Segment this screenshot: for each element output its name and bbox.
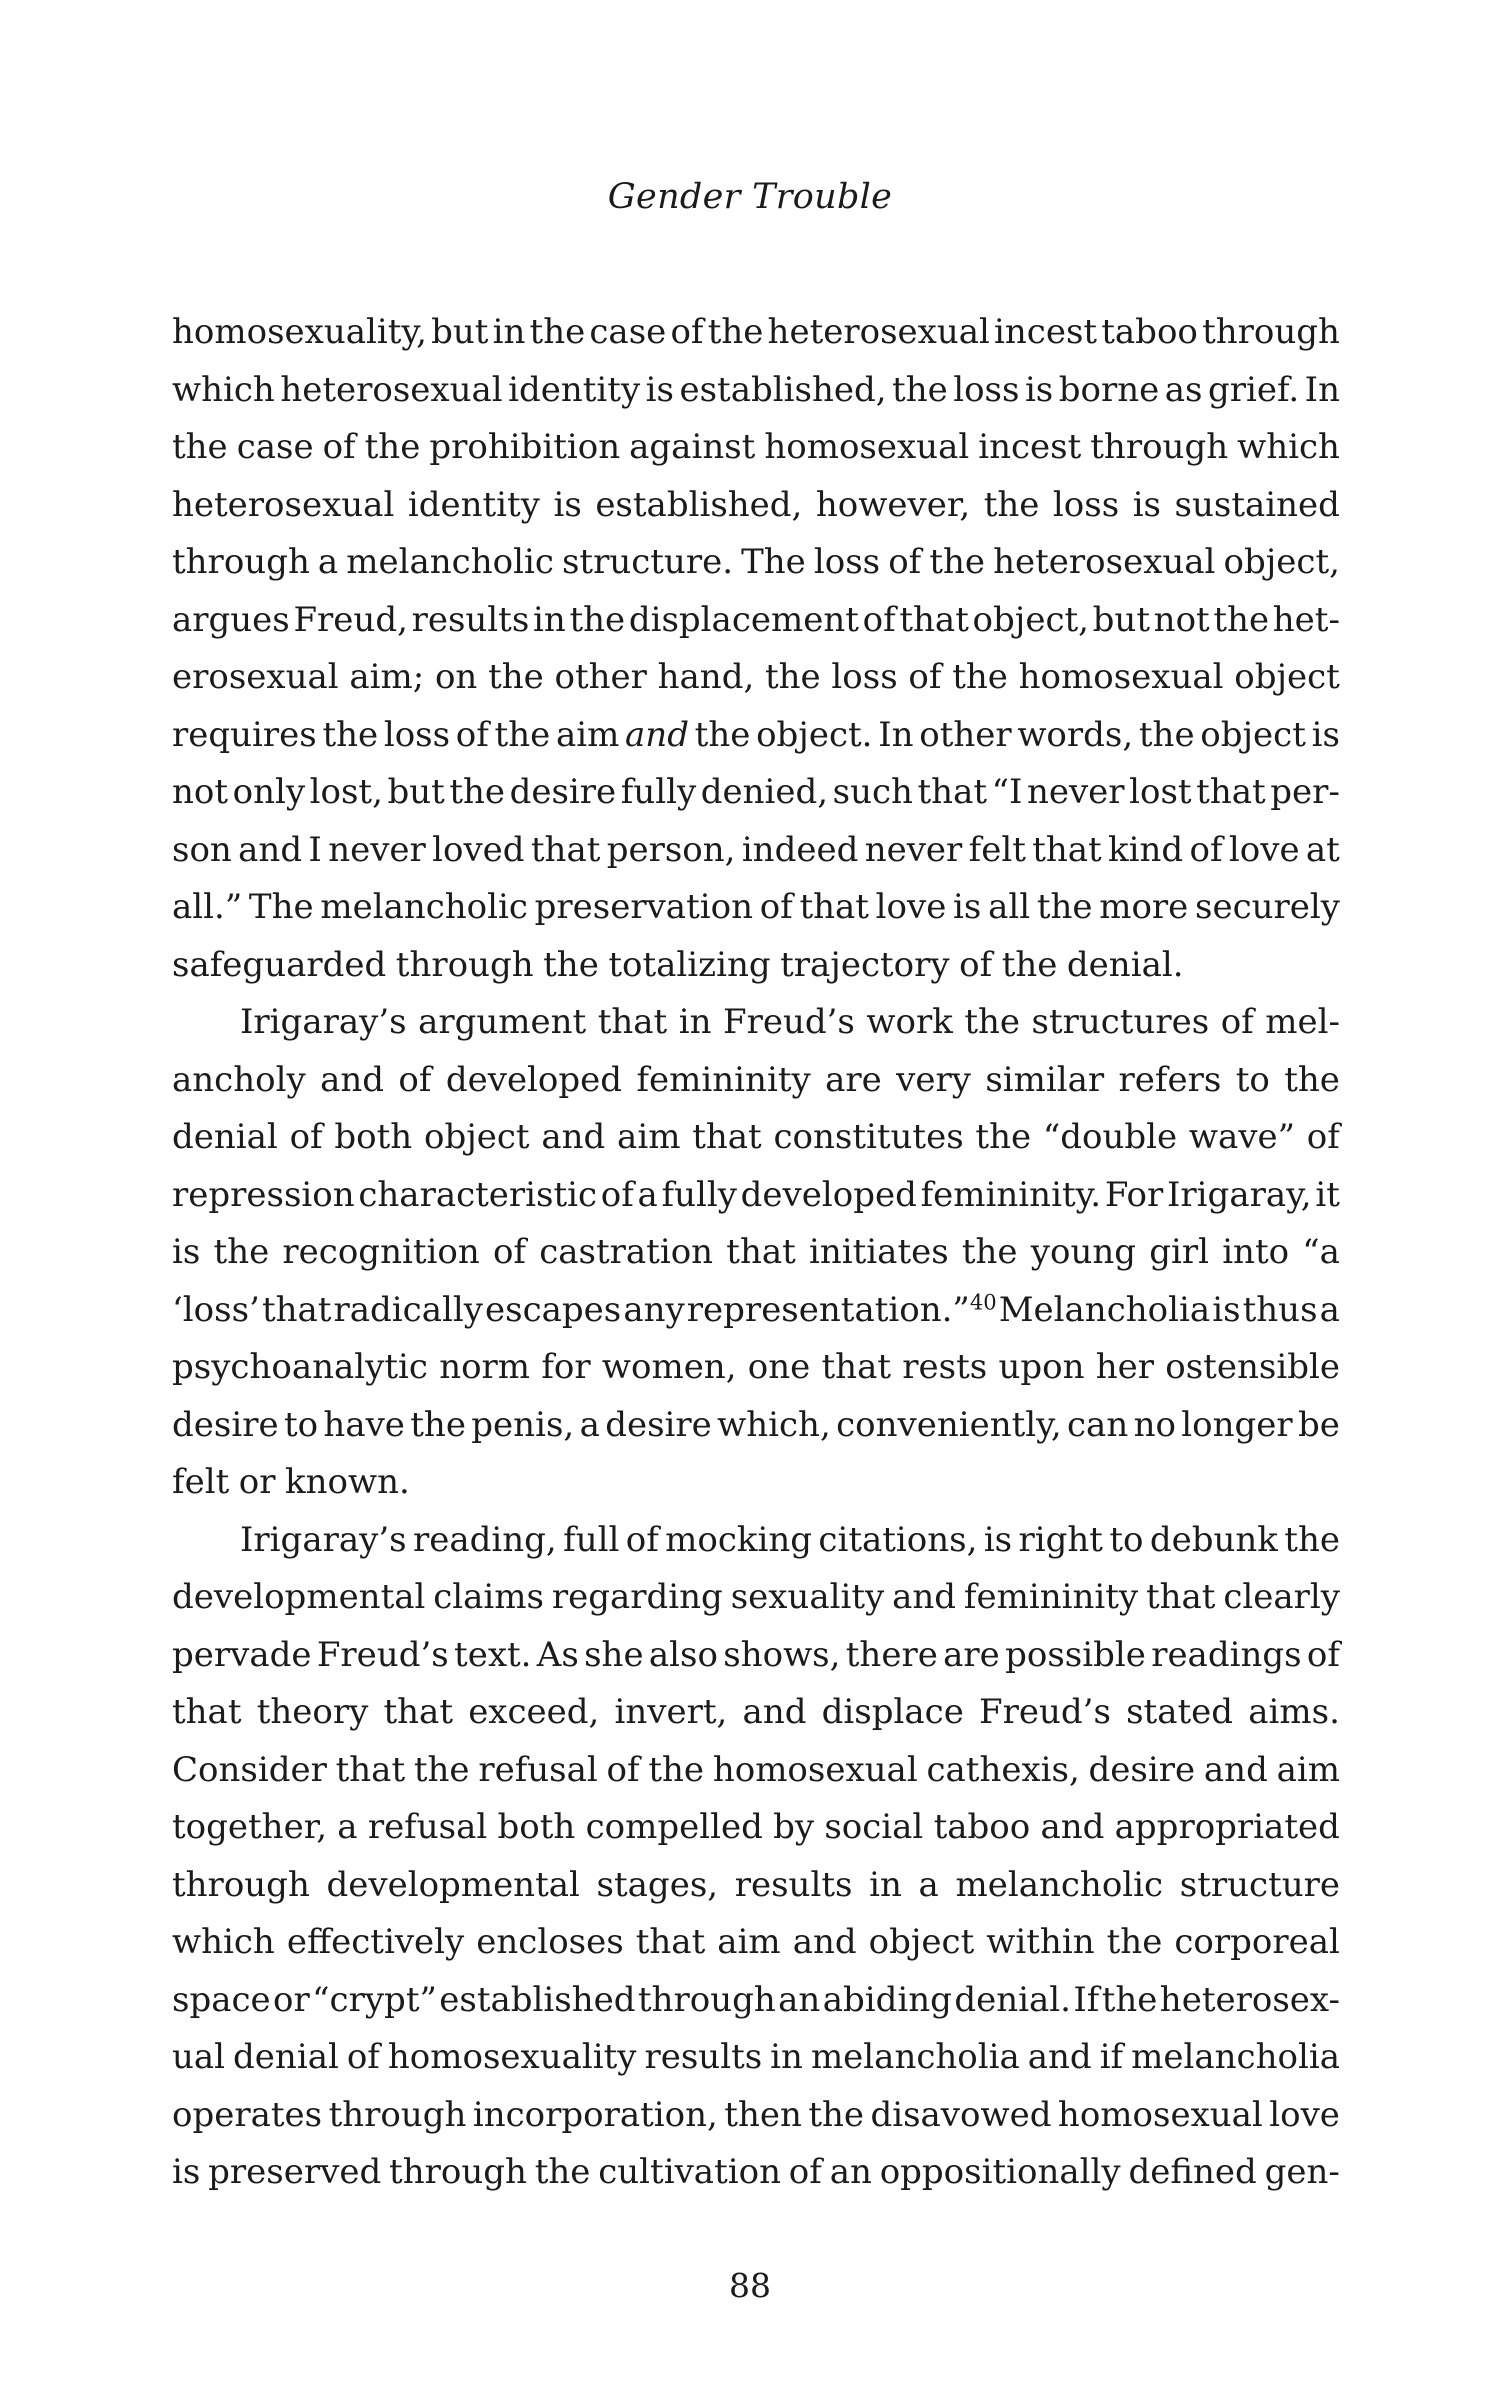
text-line: that theory that exceed, invert, and displace Freud’s stated aims. [172,1692,1340,1732]
text-line: denial of both object and aim that constitutes the “double wave” of [172,1117,1340,1157]
text-line: through a melancholic structure. The loss of the heterosexual object, [172,542,1340,582]
text-line: desire to have the penis, a desire which, conveniently, can no longer be [172,1404,1340,1445]
body-text [172,304,1340,2202]
text-line: operates through incorporation, then the disavowed homosexual love [172,2094,1340,2135]
paragraph [172,994,1340,1512]
text-line: requires the loss of the aim and the object. In other words, the object is [172,714,1340,755]
text-line: all.” The melancholic preservation of that love is all the more securely [172,887,1340,927]
paragraph [172,1512,1340,2202]
text-line: is the recognition of castration that initiates the young girl into “a [172,1232,1340,1272]
text-line: son and I never loved that person, indeed never felt that kind of love at [172,829,1340,870]
text-line: the case of the prohibition against homosexual incest through which [172,427,1340,467]
text-line: erosexual aim; on the other hand, the loss of the homosexual object [172,657,1340,697]
text-line: Consider that the refusal of the homosexual cathexis, desire and aim [172,1749,1340,1790]
text-line: Irigaray’s reading, full of mocking citations, is right to debunk the [240,1519,1340,1560]
text-line: which effectively encloses that aim and object within the corporeal [172,1922,1340,1962]
text-line: developmental claims regarding sexuality and femininity that clearly [172,1577,1340,1617]
text-line: psychoanalytic norm for women, one that rests upon her ostensible [172,1347,1340,1387]
text-line: felt or known. [172,1462,410,1502]
text-line: pervade Freud’s text. As she also shows, there are possible readings of [172,1634,1340,1675]
footnote-ref: 40 [969,1288,997,1314]
text-line: ancholy and of developed femininity are very similar refers to the [172,1059,1340,1100]
text-line: Irigaray’s argument that in Freud’s work the structures of mel- [240,1002,1340,1042]
running-head: Gender Trouble [607,177,893,217]
text-line: through developmental stages, results in a melancholic structure [172,1864,1340,1905]
text-line: ‘loss’ that radically escapes any representation.”$^{40}$ Melancholia is thus a [172,1288,1340,1330]
text-line: repression characteristic of a fully developed femininity. For Irigaray, it [172,1174,1340,1215]
paragraph [172,304,1340,994]
text-line: space or “crypt” established through an abiding denial. If the heterosex- [172,1979,1340,2020]
text-line: argues Freud, results in the displacement of that object, but not the het- [172,599,1340,640]
text-line: ual denial of homosexuality results in melancholia and if melancholia [172,2037,1340,2077]
text-line: is preserved through the cultivation of an oppositionally defined gen- [172,2152,1340,2192]
text-line: together, a refusal both compelled by social taboo and appropriated [172,1807,1340,1847]
page-number: 88 [729,2266,771,2305]
text-line: homosexuality, but in the case of the heterosexual incest taboo through [172,312,1340,352]
text-line: not only lost, but the desire fully denied, such that “I never lost that per- [172,772,1340,812]
text-line: safeguarded through the totalizing trajectory of the denial. [172,944,1184,985]
text-line: heterosexual identity is established, however, the loss is sustained [172,484,1340,525]
text-line: which heterosexual identity is established, the loss is borne as grief. In [172,369,1340,410]
